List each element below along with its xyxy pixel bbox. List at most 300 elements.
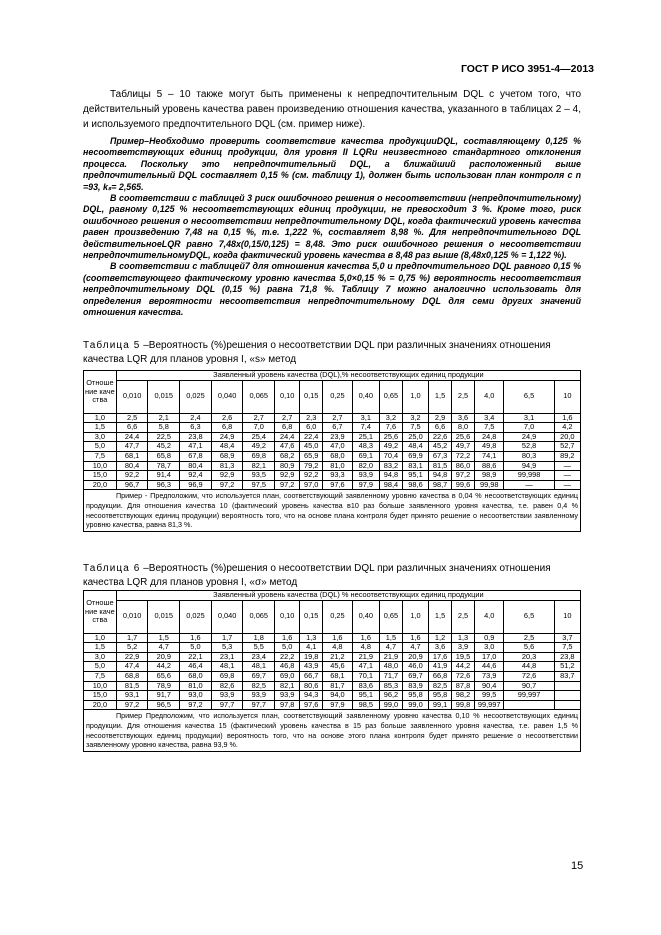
table-cell: 47,1 (352, 662, 379, 672)
table-cell: 47,6 (275, 442, 300, 452)
table-row (84, 691, 581, 701)
table-cell: 98,9 (474, 471, 503, 481)
table-cell: 74,1 (474, 451, 503, 461)
table-cell: 78,9 (148, 681, 180, 691)
table-cell: 2,3 (300, 413, 323, 423)
table-cell: 93,5 (243, 471, 275, 481)
row-label: 3,0 (84, 432, 117, 442)
table-cell: 97,2 (275, 480, 300, 490)
table-cell: 65,9 (300, 451, 323, 461)
table-cell: 99,1 (429, 700, 452, 710)
table-cell: — (554, 471, 580, 481)
table-cell: 69,8 (211, 671, 243, 681)
table-cell: 5,0 (275, 643, 300, 653)
table-row (84, 451, 581, 461)
table-cell: 1,6 (323, 633, 352, 643)
table-cell: 92,2 (300, 471, 323, 481)
table-cell: 69,7 (402, 671, 428, 681)
table-cell: 3,0 (474, 643, 503, 653)
table-cell: 6,0 (300, 423, 323, 433)
table-cell: 96,7 (116, 480, 148, 490)
table-cell: 1,6 (402, 633, 428, 643)
table-cell: 2,4 (180, 413, 212, 423)
table-cell: 69,0 (275, 671, 300, 681)
table-cell: 7,6 (379, 423, 402, 433)
column-header: 4,0 (474, 380, 503, 413)
table-cell: 47,1 (180, 442, 212, 452)
table-cell: 81,5 (116, 681, 148, 691)
table-cell (554, 700, 580, 710)
table-cell: 52,8 (504, 442, 554, 452)
table-cell: 71,7 (379, 671, 402, 681)
table-cell: 91,7 (148, 691, 180, 701)
table-cell: 80,3 (504, 451, 554, 461)
table-cell: 1,3 (452, 633, 475, 643)
table-cell: 5,6 (504, 643, 554, 653)
table5-caption-text: –Вероятность (%)решения о несоответствии DQL при различных значениях отношения качества LQR для планов уровня I, «s» метод (83, 340, 551, 365)
column-header: 0,065 (243, 380, 275, 413)
table-cell: 79,2 (300, 461, 323, 471)
table-cell: 82,1 (243, 461, 275, 471)
table-cell: 23,8 (180, 432, 212, 442)
table-cell: 24,4 (116, 432, 148, 442)
table6 (83, 590, 581, 752)
row-label: 1,5 (84, 423, 117, 433)
table-cell: 44,6 (474, 662, 503, 672)
table-cell: 43,9 (300, 662, 323, 672)
table-cell: 82,6 (211, 681, 243, 691)
table-cell: 97,2 (180, 700, 212, 710)
table-cell: 97,9 (352, 480, 379, 490)
table-row (84, 432, 581, 442)
table-cell: 2,7 (323, 413, 352, 423)
table-cell: 99,6 (452, 480, 475, 490)
row-label: 15,0 (84, 691, 117, 701)
table-cell: 7,0 (243, 423, 275, 433)
table-cell: 99,8 (452, 700, 475, 710)
table-cell: 46,8 (275, 662, 300, 672)
table-cell: 25,0 (402, 432, 428, 442)
table-cell: 93,9 (275, 691, 300, 701)
column-header: 0,010 (116, 600, 148, 633)
table-cell: 95,8 (402, 691, 428, 701)
table-cell: 1,6 (275, 633, 300, 643)
table-cell: 45,6 (323, 662, 352, 672)
table-cell: 23,4 (243, 652, 275, 662)
column-header: 0,010 (116, 380, 148, 413)
example-paragraph: В соответствии с таблицей7 для отношения качества 5,0 и предпочтительного DQL равного 0,15 % (соответствующего фактическому уровню качества 5,0×0,15 % = 0,75 %) вероятность несоответствия непредпочтительному DQL (0,15 %) равна 71,8 %. Таблицу 7 можно аналогично использовать для определения вероятности несоответствия непредпочтительному DQL для семи других значений отношения качества. (83, 261, 581, 318)
column-header: 1,0 (402, 600, 428, 633)
example-paragraph: Пример–Необходимо проверить соответствие качества продукцииDQL, составляющему 0,125 % несоответствующих единиц продукции, для уровня II LQRи неизвестного стандартного отклонения процесса. Поскольку это непредпочтительный DQL, а ближайший расположенный выше предпочтительный DQL составляет 0,15 % (см. таблицу 1), должен быть использован план контроля с n =93, kₛ= 2,565. (83, 136, 581, 192)
row-label: 10,0 (84, 681, 117, 691)
row-label: 5,0 (84, 442, 117, 452)
table-cell: 99,998 (504, 471, 554, 481)
table-cell: 5,5 (243, 643, 275, 653)
row-label: 7,5 (84, 671, 117, 681)
column-header: 0,025 (180, 600, 212, 633)
table-cell: 19,5 (452, 652, 475, 662)
table-cell: 48,4 (211, 442, 243, 452)
column-header: 0,025 (180, 380, 212, 413)
table-cell: 83,9 (402, 681, 428, 691)
corner-header: Отношение качества (84, 591, 117, 634)
table-row (84, 461, 581, 471)
table-footnote: Пример Предположим, что используется план, соответствующий заявленному уровню качества 0,10 % несоответствующих единиц продукции. Для отношения качества 15 (фактический уровень качества в 15 раз больше заявленного уровня качества, т.е. равен 1,5 % несоответствующих единиц продукции) вероятность того, что на основе этого плана контроля будет принято решение о несоответствии заявленному уровню качества, равна 93,9 %. (84, 710, 581, 751)
column-header: 0,65 (379, 600, 402, 633)
table-cell: 23,9 (323, 432, 352, 442)
table-cell: 94,9 (504, 461, 554, 471)
table-cell: 4,8 (352, 643, 379, 653)
table-cell: 68,0 (323, 451, 352, 461)
column-header: 0,015 (148, 600, 180, 633)
table-cell: 92,2 (116, 471, 148, 481)
table-cell: 1,7 (116, 633, 148, 643)
table-cell: 21,9 (379, 652, 402, 662)
table-cell: 3,4 (474, 413, 503, 423)
table-cell: 25,4 (243, 432, 275, 442)
column-header: 4,0 (474, 600, 503, 633)
table-cell: 22,2 (275, 652, 300, 662)
table-cell: 96,9 (180, 480, 212, 490)
table-cell: 23,8 (554, 652, 580, 662)
column-header: 0,040 (211, 380, 243, 413)
table-cell: 97,9 (323, 700, 352, 710)
table-cell: 49,2 (379, 442, 402, 452)
table-cell: 97,7 (211, 700, 243, 710)
table-cell: 20,3 (504, 652, 554, 662)
table-cell: 98,2 (452, 691, 475, 701)
column-header: 0,25 (323, 600, 352, 633)
table-cell: 92,4 (180, 471, 212, 481)
table-cell: 7,5 (402, 423, 428, 433)
table-cell: 99,997 (474, 700, 503, 710)
table-cell: 51,2 (554, 662, 580, 672)
column-header: 1,5 (429, 600, 452, 633)
table-cell: 6,8 (275, 423, 300, 433)
table-cell (554, 691, 580, 701)
table5 (83, 370, 581, 532)
table-cell: 85,3 (379, 681, 402, 691)
table-cell: 1,5 (148, 633, 180, 643)
table-cell: 67,3 (429, 451, 452, 461)
table-cell: 8,0 (452, 423, 475, 433)
table-cell: 72,2 (452, 451, 475, 461)
table-cell: 82,1 (275, 681, 300, 691)
table-cell: 94,8 (429, 471, 452, 481)
table-cell: 25,6 (379, 432, 402, 442)
table-cell: 95,1 (402, 471, 428, 481)
table-cell: 65,6 (148, 671, 180, 681)
column-header: 1,5 (429, 380, 452, 413)
table-cell: — (554, 461, 580, 471)
column-header: 6,5 (504, 600, 554, 633)
table-cell: 2,7 (275, 413, 300, 423)
table-cell: 80,6 (300, 681, 323, 691)
table-cell: 98,6 (402, 480, 428, 490)
table6-caption (83, 562, 581, 590)
table-cell: 81,3 (211, 461, 243, 471)
table-cell: 96,3 (148, 480, 180, 490)
table-cell: 3,2 (379, 413, 402, 423)
table-cell: 94,3 (300, 691, 323, 701)
column-header: 0,10 (275, 380, 300, 413)
table-cell: 2,7 (243, 413, 275, 423)
table-cell: 87,8 (452, 681, 475, 691)
table-cell: 90,7 (504, 681, 554, 691)
row-label: 1,5 (84, 643, 117, 653)
table-cell: 66,7 (300, 671, 323, 681)
table-row (84, 480, 581, 490)
table5-caption-label: Таблица 5 (83, 340, 141, 351)
table-row (84, 471, 581, 481)
table-cell: 91,4 (148, 471, 180, 481)
table-cell: 46,0 (402, 662, 428, 672)
table-cell: 22,5 (148, 432, 180, 442)
table-cell: 98,5 (352, 700, 379, 710)
table-cell: 21,9 (352, 652, 379, 662)
table-cell: 69,8 (243, 451, 275, 461)
table-cell: 6,6 (429, 423, 452, 433)
table-cell: 1,5 (379, 633, 402, 643)
row-label: 15,0 (84, 471, 117, 481)
table-cell: 1,8 (243, 633, 275, 643)
table-cell: 22,1 (180, 652, 212, 662)
column-header: 0,25 (323, 380, 352, 413)
row-label: 3,0 (84, 652, 117, 662)
table-cell: 20,9 (148, 652, 180, 662)
table-cell: 72,6 (452, 671, 475, 681)
table-cell: 17,0 (474, 652, 503, 662)
intro-paragraph: Таблицы 5 – 10 также могут быть применены к непредпочтительным DQL с учетом того, что действительный уровень качества равен произведению отношения качества, указанного в таблицах 2 – 4, и используемого предпочтительного DQL (см. пример ниже). (83, 89, 581, 130)
table-cell: 1,6 (180, 633, 212, 643)
table-cell: 3,6 (429, 643, 452, 653)
table-cell: 47,7 (116, 442, 148, 452)
table-cell: 82,0 (352, 461, 379, 471)
table-cell: 17,6 (429, 652, 452, 662)
table-cell: 2,6 (211, 413, 243, 423)
table-row (84, 662, 581, 672)
row-label: 20,0 (84, 700, 117, 710)
table-cell: 96,2 (379, 691, 402, 701)
table-cell: 19,8 (300, 652, 323, 662)
table-cell: 97,2 (116, 700, 148, 710)
table-row (84, 633, 581, 643)
table-cell: 48,1 (211, 662, 243, 672)
table-cell: 3,9 (452, 643, 475, 653)
table-cell: 2,1 (148, 413, 180, 423)
table-cell: 3,1 (352, 413, 379, 423)
table-cell: 1,3 (300, 633, 323, 643)
table-cell: 22,9 (116, 652, 148, 662)
table-cell: 68,9 (211, 451, 243, 461)
table-cell: 65,8 (148, 451, 180, 461)
table-cell: 5,2 (116, 643, 148, 653)
table-cell: 70,4 (379, 451, 402, 461)
table5-caption (83, 339, 581, 367)
dql-span-header: Заявленный уровень качества (DQL),% несоответствующих единиц продукции (116, 371, 580, 381)
table-cell: 4,1 (300, 643, 323, 653)
table-cell: 4,7 (379, 643, 402, 653)
row-label: 20,0 (84, 480, 117, 490)
table-cell: 48,0 (379, 662, 402, 672)
table-cell: 90,4 (474, 681, 503, 691)
table-cell: 7,5 (474, 423, 503, 433)
table-cell: 5,3 (211, 643, 243, 653)
table-cell: 97,2 (211, 480, 243, 490)
column-header: 6,5 (504, 380, 554, 413)
table-cell: 94,0 (323, 691, 352, 701)
table-cell: 93,9 (211, 691, 243, 701)
table-cell: 70,1 (352, 671, 379, 681)
table-cell: 5,0 (180, 643, 212, 653)
table-cell: 47,0 (323, 442, 352, 452)
table-cell: 49,7 (452, 442, 475, 452)
table-cell: 20,9 (402, 652, 428, 662)
row-label: 1,0 (84, 633, 117, 643)
table-cell: 4,7 (402, 643, 428, 653)
column-header: 2,5 (452, 380, 475, 413)
table-cell: 93,1 (116, 691, 148, 701)
table-cell: 89,2 (554, 451, 580, 461)
table-cell: 52,7 (554, 442, 580, 452)
table-cell: 93,0 (180, 691, 212, 701)
table-cell: 44,2 (148, 662, 180, 672)
table-cell: 97,7 (243, 700, 275, 710)
row-label: 7,5 (84, 451, 117, 461)
table-cell: 93,9 (243, 691, 275, 701)
table-cell: 25,1 (352, 432, 379, 442)
table-cell: 82,5 (429, 681, 452, 691)
column-header: 10 (554, 380, 580, 413)
table-row (84, 700, 581, 710)
column-header: 0,065 (243, 600, 275, 633)
table-footnote: Пример - Предположим, что используется план, соответствующий заявленному уровню качества в 0,04 % несоответствующих единиц продукции. Для отношения качества 10 (фактический уровень качества в10 раз больше заявленного уровня качества, т.е. равен 0,4 % несоответствующих единиц продукции) вероятность того, что на основе плана контроля будет принято решение о несоответствии заявленному уровню качества, равна 81,3 %. (84, 490, 581, 531)
table-cell: 4,7 (148, 643, 180, 653)
table-row (84, 671, 581, 681)
table-cell: 25,6 (452, 432, 475, 442)
table-cell: 4,8 (323, 643, 352, 653)
table-row (84, 442, 581, 452)
table-row (84, 423, 581, 433)
table-cell: 68,8 (116, 671, 148, 681)
table-cell: 96,5 (148, 700, 180, 710)
column-header: 1,0 (402, 380, 428, 413)
column-header: 0,10 (275, 600, 300, 633)
table-cell: 83,7 (554, 671, 580, 681)
table-cell: 22,6 (429, 432, 452, 442)
table-cell: 21,2 (323, 652, 352, 662)
column-header: 0,40 (352, 600, 379, 633)
column-header: 0,65 (379, 380, 402, 413)
table-cell: 99,0 (402, 700, 428, 710)
table-cell: 93,9 (352, 471, 379, 481)
table-cell: 97,6 (323, 480, 352, 490)
table-cell: 88,6 (474, 461, 503, 471)
table-cell: 24,9 (504, 432, 554, 442)
table-cell: 73,9 (474, 671, 503, 681)
table-cell: 92,9 (275, 471, 300, 481)
table-cell: 68,1 (323, 671, 352, 681)
table-cell: 83,1 (402, 461, 428, 471)
table-cell: 45,2 (429, 442, 452, 452)
table-cell: 98,7 (429, 480, 452, 490)
table-cell (554, 681, 580, 691)
table-cell: 95,1 (352, 691, 379, 701)
table-cell: 81,0 (180, 681, 212, 691)
table-cell: 81,0 (323, 461, 352, 471)
table-cell: 3,1 (504, 413, 554, 423)
table-cell: 94,8 (379, 471, 402, 481)
table-cell: 7,0 (504, 423, 554, 433)
table-cell: 1,2 (429, 633, 452, 643)
table-cell: 7,5 (554, 643, 580, 653)
table-cell: 24,4 (275, 432, 300, 442)
table-cell: 3,2 (402, 413, 428, 423)
table-cell: 68,0 (180, 671, 212, 681)
document-header: ГОСТ Р ИСО 3951-4—2013 (460, 63, 594, 75)
table-cell: 22,4 (300, 432, 323, 442)
table-cell: 2,9 (429, 413, 452, 423)
table-cell: 44,8 (504, 662, 554, 672)
table-cell: 80,9 (275, 461, 300, 471)
column-header: 0,15 (300, 600, 323, 633)
table-cell: 99,98 (474, 480, 503, 490)
table-cell: 69,1 (352, 451, 379, 461)
table-cell: 6,6 (116, 423, 148, 433)
table6-caption-label: Таблица 6 (83, 563, 141, 574)
table-cell: 23,1 (211, 652, 243, 662)
column-header: 0,40 (352, 380, 379, 413)
table-cell: 2,5 (504, 633, 554, 643)
column-header: 0,040 (211, 600, 243, 633)
table-cell: 4,2 (554, 423, 580, 433)
column-header: 0,015 (148, 380, 180, 413)
table-cell: 69,9 (402, 451, 428, 461)
table-cell: 1,7 (211, 633, 243, 643)
table-cell: — (554, 480, 580, 490)
table-cell: 44,2 (452, 662, 475, 672)
table-cell: 80,4 (116, 461, 148, 471)
column-header: 0,15 (300, 380, 323, 413)
table-row (84, 413, 581, 423)
table-cell: 98,4 (379, 480, 402, 490)
table-cell: 45,2 (148, 442, 180, 452)
table-cell: 66,8 (429, 671, 452, 681)
table-cell: 95,8 (429, 691, 452, 701)
table-cell: 81,5 (429, 461, 452, 471)
table-cell: 1,6 (554, 413, 580, 423)
table-cell: 99,0 (379, 700, 402, 710)
table-cell: 0,9 (474, 633, 503, 643)
table-cell: 41,9 (429, 662, 452, 672)
table-cell: 3,7 (554, 633, 580, 643)
table-cell: 80,4 (180, 461, 212, 471)
table-cell: 6,8 (211, 423, 243, 433)
table-cell: 68,2 (275, 451, 300, 461)
table-cell: 5,8 (148, 423, 180, 433)
table-cell: 78,7 (148, 461, 180, 471)
table-cell: 1,6 (352, 633, 379, 643)
table-cell: 49,8 (474, 442, 503, 452)
table-cell: 97,8 (275, 700, 300, 710)
table-cell: 97,0 (300, 480, 323, 490)
table-cell: 3,6 (452, 413, 475, 423)
row-label: 10,0 (84, 461, 117, 471)
table-cell (504, 700, 554, 710)
table-cell: 67,8 (180, 451, 212, 461)
table-cell: 83,6 (352, 681, 379, 691)
table-cell: 68,1 (116, 451, 148, 461)
